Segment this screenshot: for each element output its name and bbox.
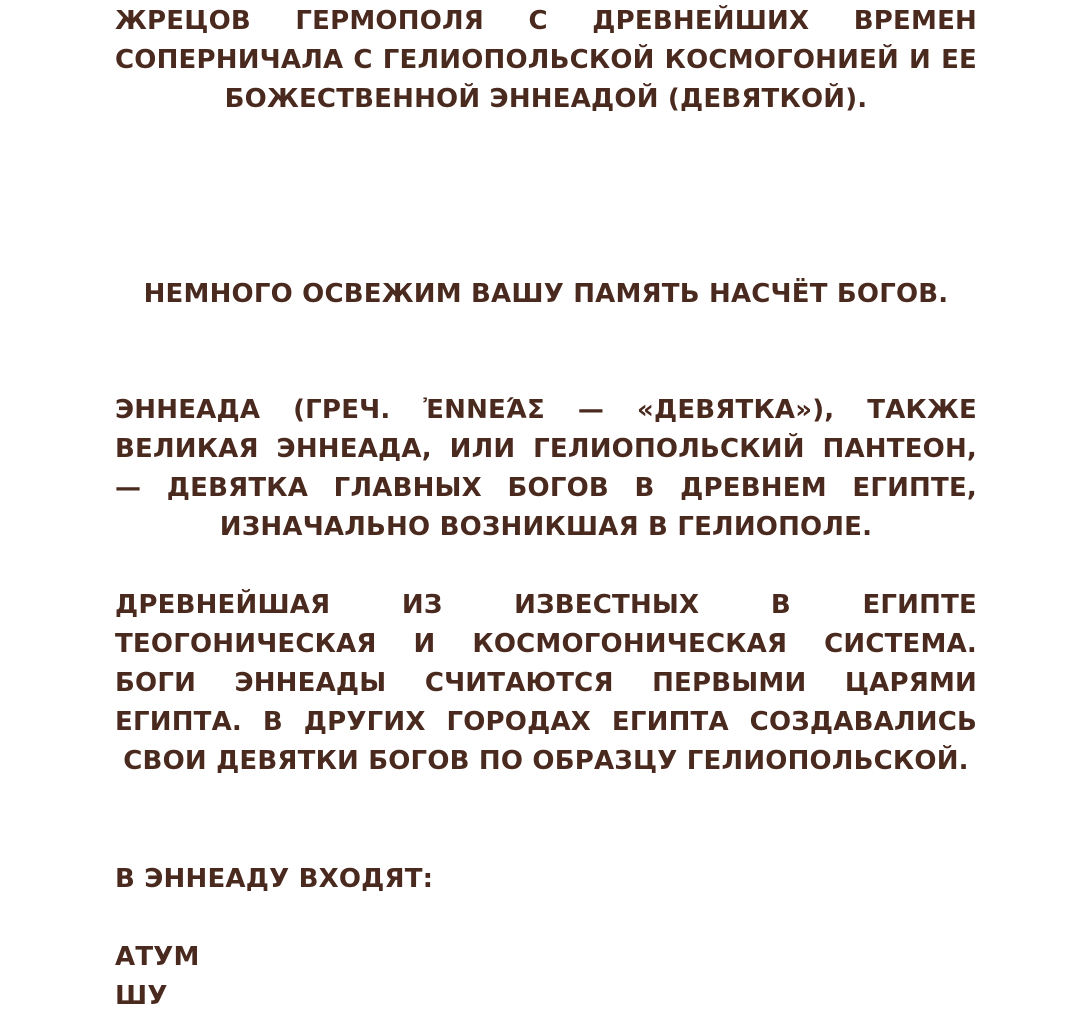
- ennead-definition-paragraph: ЭННЕАДА (ГРЕЧ. ἘΝΝΕΆΣ — «ДЕВЯТКА»), ТАКЖЕ ВЕЛИКАЯ ЭННЕАДА, ИЛИ ГЕЛИОПОЛЬСКИЙ ПАНТЕОН, — ДЕВЯТКА ГЛАВНЫХ БОГОВ В ДРЕВНЕМ ЕГИПТЕ, ИЗНАЧАЛЬНО ВОЗНИКШАЯ В ГЕЛИОПОЛЕ.: [115, 395, 977, 542]
- god-item-shu: ШУ: [115, 981, 168, 1011]
- ennead-history-paragraph: ДРЕВНЕЙШАЯ ИЗ ИЗВЕСТНЫХ В ЕГИПТЕ ТЕОГОНИЧЕСКАЯ И КОСМОГОНИЧЕСКАЯ СИСТЕМА. БОГИ ЭННЕАДЫ СЧИТАЮТСЯ ПЕРВЫМИ ЦАРЯМИ ЕГИПТА. В ДРУГИХ ГОРОДАХ ЕГИПТА СОЗДАВАЛИСЬ СВОИ ДЕВЯТКИ БОГОВ ПО ОБРАЗЦУ ГЕЛИОПОЛЬСКОЙ.: [115, 590, 977, 776]
- god-item-atum: АТУМ: [115, 942, 200, 972]
- gods-list: [115, 938, 977, 1016]
- intro-paragraph: ЖРЕЦОВ ГЕРМОПОЛЯ С ДРЕВНЕЙШИХ ВРЕМЕН СОПЕРНИЧАЛА С ГЕЛИОПОЛЬСКОЙ КОСМОГОНИЕЙ И ЕЕ БОЖЕСТВЕННОЙ ЭННЕАДОЙ (ДЕВЯТКОЙ).: [115, 6, 977, 114]
- ennead-includes-heading: В ЭННЕАДУ ВХОДЯТ:: [115, 864, 434, 894]
- refresh-paragraph: НЕМНОГО ОСВЕЖИМ ВАШУ ПАМЯТЬ НАСЧЁТ БОГОВ.: [143, 279, 949, 309]
